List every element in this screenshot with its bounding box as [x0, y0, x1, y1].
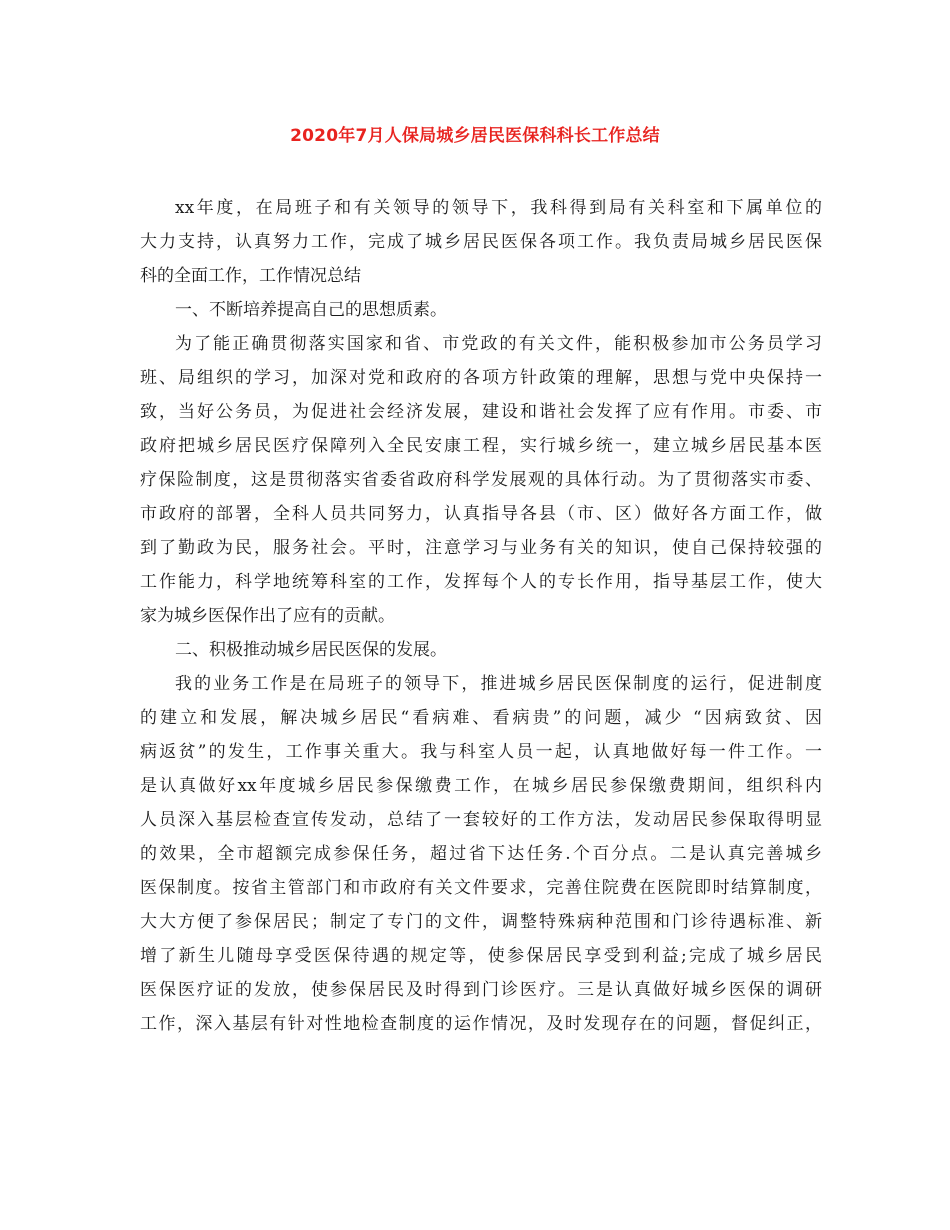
section-heading: 二、积极推动城乡居民医保的发展。	[175, 640, 447, 660]
paragraph-line: 医保制度。按省主管部门和市政府有关文件要求，完善住院费在医院即时结算制度，	[140, 878, 822, 898]
paragraph-line: 医保医疗证的发放，使参保居民及时得到门诊医疗。三是认真做好城乡医保的调研	[140, 980, 822, 1000]
paragraph-line: 人员深入基层检查宣传发动，总结了一套较好的工作方法，发动居民参保取得明显	[140, 810, 822, 830]
paragraph-line: 工作能力，科学地统筹科室的工作，发挥每个人的专长作用，指导基层工作，使大	[140, 572, 822, 592]
paragraph-line: 为了能正确贯彻落实国家和省、市党政的有关文件，能积极参加市公务员学习	[175, 334, 822, 354]
paragraph-line: 的建立和发展，解决城乡居民“看病难、看病贵”的问题，减少 “因病致贫、因	[140, 708, 822, 728]
paragraph-line: 工作，深入基层有针对性地检查制度的运作情况，及时发现存在的问题，督促纠正，	[140, 1014, 822, 1034]
paragraph-line: 病返贫”的发生，工作事关重大。我与科室人员一起，认真地做好每一件工作。一	[140, 742, 822, 762]
paragraph-line: 的效果，全市超额完成参保任务，超过省下达任务.个百分点。二是认真完善城乡	[140, 844, 822, 864]
paragraph-line: 是认真做好xx年度城乡居民参保缴费工作，在城乡居民参保缴费期间，组织科内	[140, 776, 822, 796]
paragraph-line: 增了新生儿随母享受医保待遇的规定等，使参保居民享受到利益;完成了城乡居民	[140, 946, 822, 966]
paragraph-line: 班、局组织的学习，加深对党和政府的各项方针政策的理解，思想与党中央保持一	[140, 368, 822, 388]
paragraph-line: 疗保险制度，这是贯彻落实省委省政府科学发展观的具体行动。为了贯彻落实市委、	[140, 470, 822, 490]
paragraph-line: xx年度，在局班子和有关领导的领导下，我科得到局有关科室和下属单位的	[175, 198, 822, 218]
paragraph-line: 大大方便了参保居民；制定了专门的文件，调整特殊病种范围和门诊待遇标准、新	[140, 912, 822, 932]
paragraph-line: 科的全面工作，工作情况总结	[140, 266, 361, 286]
paragraph-line: 市政府的部署，全科人员共同努力，认真指导各县（市、区）做好各方面工作，做	[140, 504, 822, 524]
section-heading: 一、不断培养提高自己的思想质素。	[175, 300, 447, 320]
paragraph-line: 到了勤政为民，服务社会。平时，注意学习与业务有关的知识，使自己保持较强的	[140, 538, 822, 558]
paragraph-line: 致，当好公务员，为促进社会经济发展，建设和谐社会发挥了应有作用。市委、市	[140, 402, 822, 422]
document-body	[140, 191, 822, 1041]
paragraph-line: 我的业务工作是在局班子的领导下，推进城乡居民医保制度的运行，促进制度	[175, 674, 822, 694]
document-title: 2020年7月人保局城乡居民医保科科长工作总结	[290, 126, 660, 146]
paragraph-line: 家为城乡医保作出了应有的贡献。	[140, 606, 395, 626]
paragraph-line: 大力支持，认真努力工作，完成了城乡居民医保各项工作。我负责局城乡居民医保	[140, 232, 822, 252]
paragraph-line: 政府把城乡居民医疗保障列入全民安康工程，实行城乡统一，建立城乡居民基本医	[140, 436, 822, 456]
